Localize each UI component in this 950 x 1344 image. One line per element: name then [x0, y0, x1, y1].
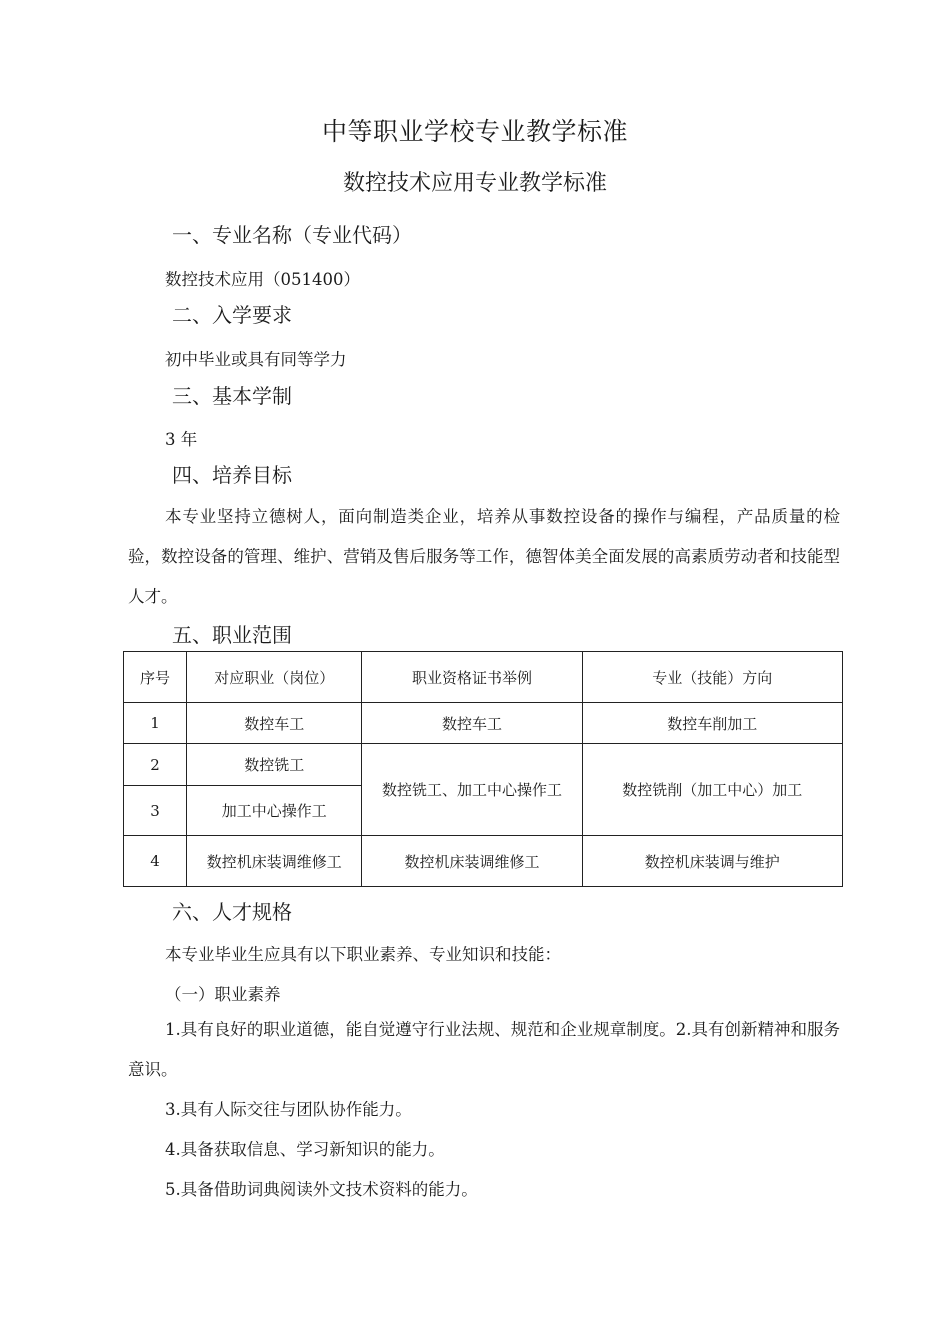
career-scope-table	[123, 651, 843, 887]
quality-item-4: 4.具备获取信息、学习新知识的能力。	[165, 1140, 445, 1159]
cell-seq: 3	[124, 786, 187, 836]
table-row	[124, 744, 843, 786]
quality-item-3: 3.具有人际交往与团队协作能力。	[165, 1100, 412, 1119]
cell-cert: 数控铣工、加工中心操作工	[362, 744, 582, 836]
cell-direction: 数控车削加工	[582, 703, 842, 744]
section-heading-admission: 二、入学要求	[172, 303, 292, 327]
cell-job: 数控铣工	[187, 744, 362, 786]
cell-direction: 数控铣削（加工中心）加工	[582, 744, 842, 836]
cell-job: 数控机床装调维修工	[187, 836, 362, 887]
table-header-row	[124, 652, 843, 703]
duration-text: 3 年	[165, 430, 198, 449]
header-cell-seq: 序号	[124, 652, 187, 703]
cell-job: 数控车工	[187, 703, 362, 744]
document-subtitle: 数控技术应用专业教学标准	[342, 171, 607, 196]
section-heading-objective: 四、培养目标	[172, 463, 292, 487]
cell-seq: 4	[124, 836, 187, 887]
quality-item-5: 5.具备借助词典阅读外文技术资料的能力。	[165, 1180, 478, 1199]
cell-cert: 数控机床装调维修工	[362, 836, 582, 887]
section-heading-major-name: 一、专业名称（专业代码）	[172, 223, 412, 247]
talent-spec-intro: 本专业毕业生应具有以下职业素养、专业知识和技能：	[165, 945, 561, 964]
table-row	[124, 703, 843, 744]
header-cell-direction: 专业（技能）方向	[582, 652, 842, 703]
admission-text: 初中毕业或具有同等学力	[165, 350, 347, 369]
quality-item-1: 1.具有良好的职业道德，能自觉遵守行业法规、规范和企业规章制度。2.具有创新精神和服务意识。	[128, 1020, 840, 1079]
cell-seq: 2	[124, 744, 187, 786]
major-name-text: 数控技术应用（051400）	[165, 270, 360, 289]
header-cell-cert: 职业资格证书举例	[362, 652, 582, 703]
cell-direction: 数控机床装调与维护	[582, 836, 842, 887]
cell-job: 加工中心操作工	[187, 786, 362, 836]
cell-cert: 数控车工	[362, 703, 582, 744]
section-heading-talent-spec: 六、人才规格	[172, 900, 292, 924]
header-cell-job: 对应职业（岗位）	[187, 652, 362, 703]
cell-seq: 1	[124, 703, 187, 744]
document-title: 中等职业学校专业教学标准	[321, 117, 628, 146]
objective-paragraph: 本专业坚持立德树人，面向制造类企业，培养从事数控设备的操作与编程，产品质量的检验，数控设备的管理、维护、营销及售后服务等工作，德智体美全面发展的高素质劳动者和技能型人才。	[128, 507, 840, 606]
subsection-heading-professional-quality: （一）职业素养	[165, 985, 281, 1004]
table-row	[124, 836, 843, 887]
section-heading-duration: 三、基本学制	[172, 384, 292, 408]
section-heading-career-scope: 五、职业范围	[172, 623, 292, 647]
